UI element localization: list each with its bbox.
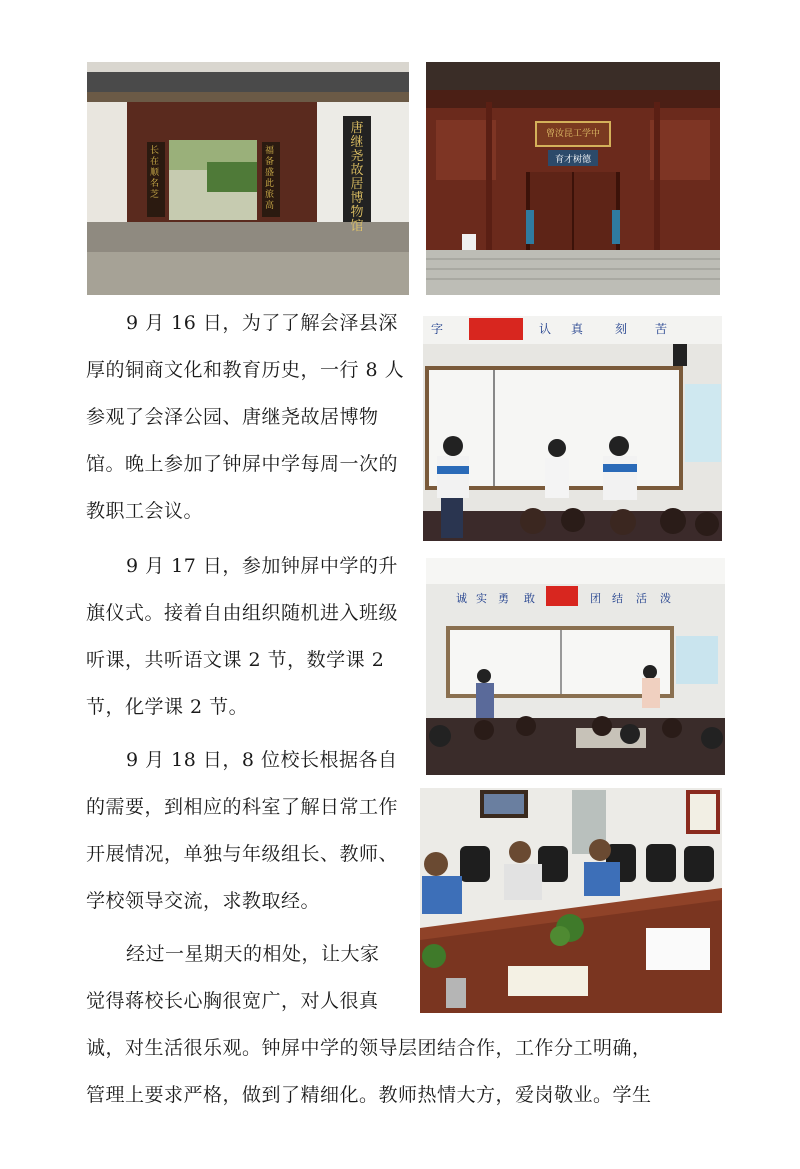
banner-char: 团 xyxy=(590,592,601,605)
school-hall-photo xyxy=(426,62,720,295)
banner-char: 苦 xyxy=(655,322,668,336)
classroom-lesson-photo xyxy=(426,558,725,775)
banner-char: 勇 xyxy=(498,592,509,605)
paragraph-sep-16: 9 月 16 日，为了了解会泽县深厚的铜商文化和教育历史，一行 8 人参观了会泽公园、唐继尧故居博物馆。晚上参加了钟屏中学每周一次的教职工会议。 xyxy=(86,312,405,522)
banner-char: 诚 xyxy=(456,592,467,605)
classroom-banner-2 xyxy=(426,590,725,608)
final-paragraph-line-1: 经过一星期天的相处，让大家 xyxy=(126,943,380,965)
museum-plaque: 唐继尧故居博物馆 xyxy=(350,121,364,234)
meeting-room-photo xyxy=(420,788,722,1013)
banner-char: 结 xyxy=(612,592,623,605)
final-paragraph-line-2: 觉得蒋校长心胸很宽广，对人很真 xyxy=(86,990,379,1012)
couplet-left: 长在顺名芝 xyxy=(150,146,160,200)
banner-char: 刻 xyxy=(615,322,628,336)
banner-char: 泼 xyxy=(660,592,671,605)
paragraph-sep-17: 9 月 17 日，参加钟屏中学的升旗仪式。接着自由组织随机进入班级听课，共听语文课 2 节，数学课 2 节，化学课 2 节。 xyxy=(86,555,399,718)
banner-char: 字 xyxy=(431,322,444,336)
banner-char: 活 xyxy=(636,592,647,605)
final-paragraph-line-4: 管理上要求严格，做到了精细化。教师热情大方，爱岗敬业。学生 xyxy=(86,1084,652,1106)
final-paragraph-line-3: 诚，对生活很乐观。钟屏中学的领导层团结合作，工作分工明确， xyxy=(86,1037,652,1059)
banner-char: 真 xyxy=(571,322,584,336)
couplet-right: 福备盛此旅高 xyxy=(265,146,275,211)
hall-plaque-top: 曾汝昆工学中 xyxy=(545,129,600,139)
banner-char: 实 xyxy=(476,592,487,605)
banner-char: 敢 xyxy=(524,592,535,605)
paragraph-sep-18: 9 月 18 日，8 位校长根据各自的需要，到相应的科室了解日常工作开展情况，单独与年级组长、教师、学校领导交流，求教取经。 xyxy=(86,749,399,912)
hall-plaque-bottom: 育才树德 xyxy=(554,155,591,165)
museum-gate-photo xyxy=(87,62,409,295)
classroom-whiteboard-photo xyxy=(423,316,722,541)
banner-char: 认 xyxy=(539,322,552,336)
classroom-banner-1 xyxy=(423,320,722,338)
